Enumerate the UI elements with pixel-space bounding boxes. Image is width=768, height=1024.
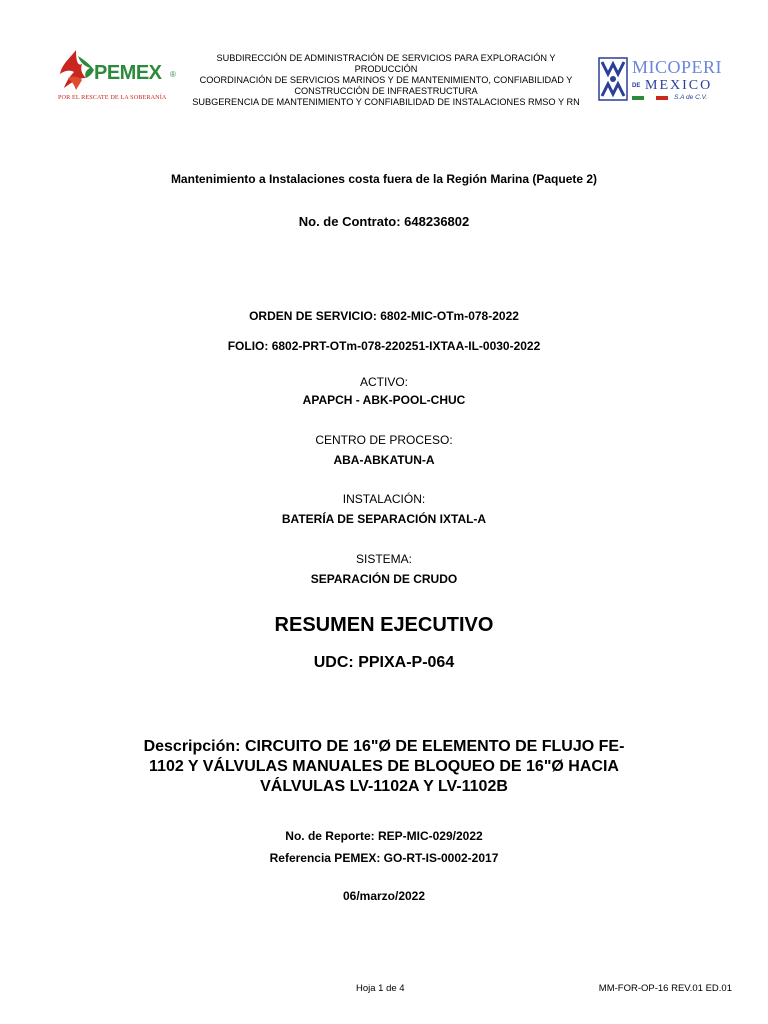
- service-order: ORDEN DE SERVICIO: 6802-MIC-OTm-078-2022: [249, 309, 519, 323]
- sistema-value: SEPARACIÓN DE CRUDO: [310, 572, 458, 586]
- folio: FOLIO: 6802-PRT-OTm-078-220251-IXTAA-IL-0030-2022: [227, 339, 541, 353]
- report-number: No. de Reporte: REP-MIC-029/2022: [285, 829, 483, 843]
- header-line-2: COORDINACIÓN DE SERVICIOS MARINOS Y DE MANTENIMIENTO, CONFIABILIDAD Y CONSTRUCCIÓN DE INFRAESTRUCTURA: [199, 75, 573, 96]
- pemex-logo: [56, 48, 178, 104]
- sistema-label: SISTEMA:: [355, 552, 412, 566]
- activo-label: ACTIVO:: [359, 375, 408, 389]
- udc-code: UDC: PPIXA-P-064: [313, 654, 455, 671]
- flag-red-stripe: [656, 96, 668, 100]
- header-line-3: SUBGERENCIA DE MANTENIMIENTO Y CONFIABILIDAD DE INSTALACIONES RMSO Y RN: [192, 97, 580, 107]
- micoperi-de-text: DE: [632, 83, 641, 89]
- micoperi-country: MEXICO: [645, 78, 713, 93]
- pemex-registered-mark: ®: [170, 70, 176, 79]
- centro-proceso-label: CENTRO DE PROCESO:: [315, 433, 453, 447]
- micoperi-wordmark: MICOPERI: [632, 57, 723, 77]
- centro-proceso-value: ABA-ABKATUN-A: [333, 453, 435, 467]
- pemex-reference: Referencia PEMEX: GO-RT-IS-0002-2017: [269, 851, 499, 865]
- form-code: MM-FOR-OP-16 REV.01 ED.01: [598, 983, 732, 994]
- pemex-wordmark: PEMEX: [94, 62, 162, 84]
- header-line-1: SUBDIRECCIÓN DE ADMINISTRACIÓN DE SERVICIOS PARA EXPLORACIÓN Y PRODUCCIÓN: [216, 53, 556, 74]
- contract-number: No. de Contrato: 648236802: [298, 214, 470, 229]
- project-title: Mantenimiento a Instalaciones costa fuera de la Región Marina (Paquete 2): [170, 172, 598, 186]
- header-organization-text: [186, 53, 586, 108]
- micoperi-logo: [598, 56, 723, 106]
- description-text: Descripción: CIRCUITO DE 16"Ø DE ELEMENTO DE FLUJO FE-1102 Y VÁLVULAS MANUALES DE BLOQUEO DE 16"Ø HACIA VÁLVULAS LV-1102A Y LV-1102B: [143, 738, 625, 795]
- description: [140, 737, 628, 797]
- pemex-tagline: POR EL RESCATE DE LA SOBERANÍA: [58, 94, 167, 101]
- instalacion-label: INSTALACIÓN:: [342, 492, 426, 506]
- report-date: 06/marzo/2022: [342, 889, 426, 903]
- activo-value: APAPCH - ABK-POOL-CHUC: [302, 393, 466, 407]
- instalacion-value: BATERÍA DE SEPARACIÓN IXTAL-A: [281, 512, 487, 526]
- flag-green-stripe: [632, 96, 644, 100]
- document-title: RESUMEN EJECUTIVO: [274, 614, 494, 636]
- pemex-eagle-icon: [56, 48, 96, 92]
- micoperi-suffix: S.A de C.V.: [674, 94, 708, 101]
- page-number: Hoja 1 de 4: [356, 983, 405, 994]
- micoperi-emblem-icon: [598, 56, 628, 102]
